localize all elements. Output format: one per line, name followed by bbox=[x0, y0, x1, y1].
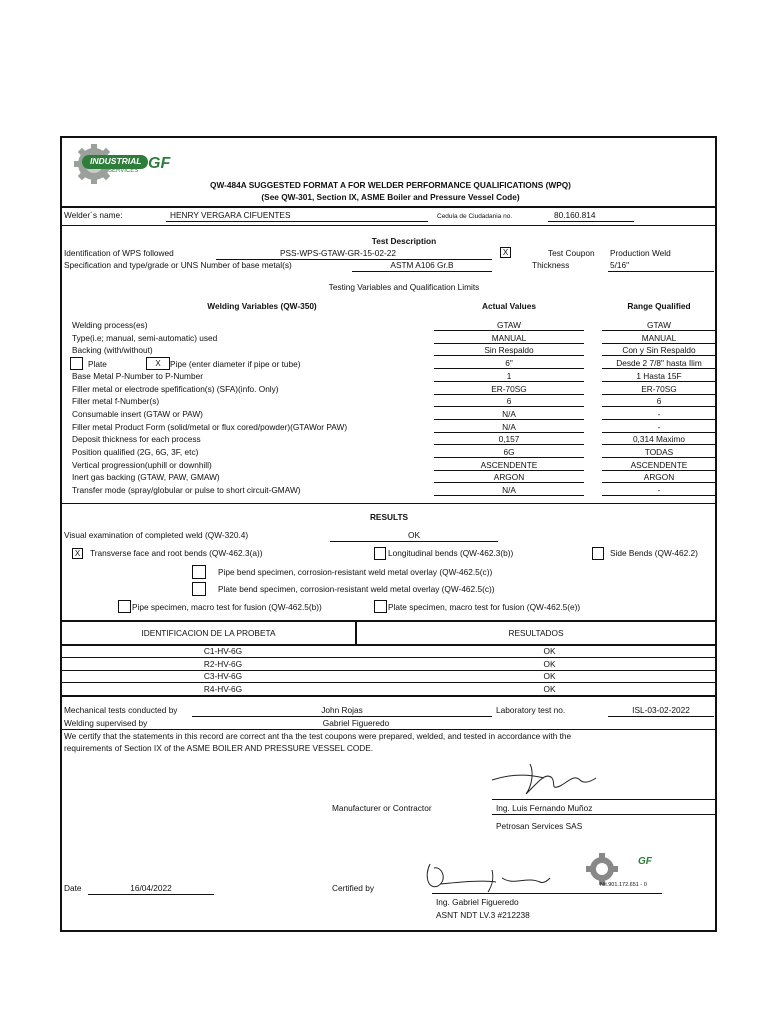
test-coupon-checkbox[interactable]: X bbox=[500, 247, 511, 258]
side-bends-label: Side Bends (QW-462.2) bbox=[610, 548, 698, 558]
stamp-gear-icon bbox=[584, 852, 624, 886]
mech-label: Mechanical tests conducted by bbox=[64, 705, 178, 715]
variable-label: Transfer mode (spray/globular or pulse to short circuit-GMAW) bbox=[72, 485, 301, 495]
plate-checkbox[interactable] bbox=[70, 357, 83, 370]
visual-label: Visual examination of completed weld (QW-320.4) bbox=[64, 530, 249, 540]
specimen-row-line bbox=[62, 657, 715, 658]
pipe-checkbox[interactable]: X bbox=[146, 357, 170, 370]
range-value: - bbox=[657, 485, 661, 495]
range-value: ER-70SG bbox=[641, 384, 677, 394]
value-underline bbox=[434, 394, 584, 395]
test-coupon-label: Test Coupon bbox=[548, 248, 595, 258]
actual-value: 6G bbox=[503, 447, 515, 457]
value-underline bbox=[602, 495, 716, 496]
welder-name: HENRY VERGARA CIFUENTES bbox=[170, 210, 291, 220]
actual-value: MANUAL bbox=[491, 333, 527, 343]
value-underline bbox=[434, 444, 584, 445]
range-value: 0,314 Maximo bbox=[632, 434, 686, 444]
spec-value: ASTM A106 Gr.B bbox=[390, 260, 454, 270]
specimen-id: C3-HV-6G bbox=[203, 671, 243, 681]
specimen-id: R4-HV-6G bbox=[203, 684, 243, 694]
value-underline bbox=[602, 343, 716, 344]
manufacturer-name: Ing. Luis Fernando Muñoz bbox=[496, 803, 593, 813]
range-value: TODAS bbox=[644, 447, 674, 457]
variable-label: Position qualified (2G, 6G, 3F, etc) bbox=[72, 447, 199, 457]
visual-value: OK bbox=[408, 530, 420, 540]
plate-bend-label: Plate bend specimen, corrosion-resistant weld metal overlay (QW-462.5(c)) bbox=[218, 584, 495, 594]
variable-label: Base Metal P-Number to P-Number bbox=[72, 371, 203, 381]
specimen-result: OK bbox=[543, 646, 556, 656]
value-underline bbox=[434, 368, 584, 369]
stamp-text: Nit.901.172.651 - 0 bbox=[600, 882, 647, 888]
variable-label: Filler metal or electrode spefification(s) (SFA)(info. Only) bbox=[72, 384, 279, 394]
pipe-bend-label: Pipe bend specimen, corrosion-resistant weld metal overlay (QW-462.5(c)) bbox=[218, 567, 493, 577]
wps-value: PSS-WPS-GTAW-GR-15-02-22 bbox=[279, 248, 397, 258]
variable-label: Type(i.e; manual, semi-automatic) used bbox=[72, 333, 218, 343]
form-title: QW-484A SUGGESTED FORMAT A FOR WELDER PERFORMANCE QUALIFICATIONS (WPQ) bbox=[210, 180, 571, 190]
range-value: MANUAL bbox=[641, 333, 677, 343]
actual-value: ER-70SG bbox=[491, 384, 527, 394]
value-underline bbox=[434, 432, 584, 433]
welder-id: 80.160.814 bbox=[554, 210, 596, 220]
actual-value: 6" bbox=[505, 358, 513, 368]
wps-label: Identification of WPS followed bbox=[64, 248, 174, 258]
range-value: ARGON bbox=[643, 472, 675, 482]
specimen-row-line bbox=[62, 682, 715, 683]
stamp-logo-mark: GF bbox=[638, 856, 652, 867]
certified-label: Certified by bbox=[332, 883, 374, 893]
value-underline bbox=[602, 419, 716, 420]
specimen-id: C1-HV-6G bbox=[203, 646, 243, 656]
value-underline bbox=[434, 355, 584, 356]
actual-value: ASCENDENTE bbox=[480, 460, 538, 470]
range-value: Con y Sin Respaldo bbox=[622, 345, 696, 355]
value-underline bbox=[602, 444, 716, 445]
range-value: Desde 2 7/8" hasta Ilim bbox=[616, 358, 702, 368]
actual-value: 0,157 bbox=[498, 434, 520, 444]
variable-label: Filler metal f-Number(s) bbox=[72, 396, 160, 406]
value-underline bbox=[602, 457, 716, 458]
lab-label: Laboratory test no. bbox=[496, 705, 566, 715]
variables-heading: Testing Variables and Qualification Limits bbox=[328, 282, 480, 292]
transverse-checkbox[interactable]: X bbox=[72, 548, 83, 559]
actual-value: 6 bbox=[506, 396, 512, 406]
col-variable: Welding Variables (QW-350) bbox=[207, 301, 317, 311]
value-underline bbox=[434, 343, 584, 344]
col-range: Range Qualified bbox=[627, 301, 691, 311]
specimen-id: R2-HV-6G bbox=[203, 659, 243, 669]
side-bends-checkbox[interactable] bbox=[592, 547, 604, 560]
statement-line1: We certify that the statements in this record are correct ant tha the test coupons were prepared, welded, and tested in accordance with the bbox=[64, 731, 572, 741]
actual-value: N/A bbox=[502, 485, 516, 495]
value-underline bbox=[602, 381, 716, 382]
manufacturer-signature bbox=[490, 760, 600, 798]
date-value: 16/04/2022 bbox=[130, 883, 172, 893]
date-label: Date bbox=[64, 883, 82, 893]
lab-value: ISL-03-02-2022 bbox=[632, 705, 690, 715]
pipe-macro-checkbox[interactable] bbox=[118, 600, 131, 613]
range-value: - bbox=[657, 409, 661, 419]
wpq-form bbox=[60, 136, 717, 932]
spec-label: Specification and type/grade or UNS Number of base metal(s) bbox=[64, 260, 292, 270]
specimen-result: OK bbox=[543, 671, 556, 681]
col-specimen-id: IDENTIFICACION DE LA PROBETA bbox=[141, 628, 276, 638]
value-underline bbox=[602, 368, 716, 369]
actual-value: N/A bbox=[502, 422, 516, 432]
range-value: GTAW bbox=[647, 320, 671, 330]
value-underline bbox=[434, 406, 584, 407]
mech-value: John Rojas bbox=[321, 705, 363, 715]
actual-value: ARGON bbox=[493, 472, 525, 482]
manufacturer-label: Manufacturer or Contractor bbox=[332, 803, 432, 813]
col-actual: Actual Values bbox=[482, 301, 536, 311]
statement-line2: requirements of Section IX of the ASME BOILER AND PRESSURE VESSEL CODE. bbox=[64, 743, 374, 753]
variable-label: Inert gas backing (GTAW, PAW, GMAW) bbox=[72, 472, 220, 482]
production-weld-label: Production Weld bbox=[610, 248, 671, 258]
range-value: 1 Hasta 15F bbox=[636, 371, 682, 381]
plate-bend-checkbox[interactable] bbox=[192, 582, 206, 596]
variable-label: Vertical progression(uphill or downhill) bbox=[72, 460, 212, 470]
specimen-result: OK bbox=[543, 684, 556, 694]
value-underline bbox=[602, 406, 716, 407]
welder-id-label: Cedula de Ciudadania no. bbox=[437, 213, 513, 220]
pipe-macro-label: Pipe specimen, macro test for fusion (QW-462.5(b)) bbox=[132, 602, 322, 612]
value-underline bbox=[434, 470, 584, 471]
plate-label: Plate bbox=[88, 359, 107, 369]
pipe-bend-checkbox[interactable] bbox=[192, 565, 206, 579]
results-heading: RESULTS bbox=[369, 512, 409, 522]
value-underline bbox=[602, 482, 716, 483]
value-underline bbox=[434, 419, 584, 420]
variable-label: Deposit thickness for each process bbox=[72, 434, 201, 444]
value-underline bbox=[602, 394, 716, 395]
welder-name-label: Welder´s name: bbox=[64, 210, 123, 220]
plate-macro-label: Plate specimen, macro test for fusion (QW-462.5(e)) bbox=[388, 602, 581, 612]
plate-macro-checkbox[interactable] bbox=[374, 600, 387, 613]
value-underline bbox=[602, 432, 716, 433]
certifier-signature bbox=[422, 856, 552, 898]
value-underline bbox=[434, 482, 584, 483]
thickness-label: Thickness bbox=[532, 260, 570, 270]
range-value: - bbox=[657, 422, 661, 432]
manufacturer-company: Petrosan Services SAS bbox=[496, 821, 583, 831]
range-value: 6 bbox=[656, 396, 662, 406]
value-underline bbox=[434, 330, 584, 331]
form-subtitle: (See QW-301, Section IX, ASME Boiler and Pressure Vessel Code) bbox=[261, 192, 520, 202]
supervised-label: Welding supervised by bbox=[64, 718, 148, 728]
value-underline bbox=[602, 330, 716, 331]
value-underline bbox=[434, 381, 584, 382]
actual-value: Sin Respaldo bbox=[484, 345, 534, 355]
col-specimen-result: RESULTADOS bbox=[508, 628, 564, 638]
variable-label: Welding process(es) bbox=[72, 320, 148, 330]
variable-label: Filler metal Product Form (solid/metal or flux cored/powder)(GTAWor PAW) bbox=[72, 422, 348, 432]
value-underline bbox=[602, 470, 716, 471]
value-underline bbox=[602, 355, 716, 356]
logo-mark: GF bbox=[148, 155, 171, 172]
value-underline bbox=[434, 457, 584, 458]
test-description-heading: Test Description bbox=[371, 236, 437, 246]
certifier-name: Ing. Gabriel Figueredo bbox=[436, 897, 519, 907]
thickness-value: 5/16" bbox=[610, 260, 630, 270]
variable-label: Backing (with/without) bbox=[72, 345, 153, 355]
logo-line1: INDUSTRIAL bbox=[90, 156, 142, 166]
supervised-value: Gabriel Figueredo bbox=[322, 718, 390, 728]
value-underline bbox=[434, 495, 584, 496]
longitudinal-checkbox[interactable] bbox=[374, 547, 386, 560]
range-value: ASCENDENTE bbox=[630, 460, 688, 470]
longitudinal-label: Longitudinal bends (QW-462.3(b)) bbox=[388, 548, 514, 558]
certifier-cert: ASNT NDT LV.3 #212238 bbox=[436, 910, 530, 920]
company-stamp bbox=[584, 852, 666, 892]
actual-value: GTAW bbox=[497, 320, 521, 330]
transverse-label: Transverse face and root bends (QW-462.3(a)) bbox=[90, 548, 263, 558]
actual-value: N/A bbox=[502, 409, 516, 419]
specimen-result: OK bbox=[543, 659, 556, 669]
pipe-label: Pipe (enter diameter if pipe or tube) bbox=[170, 359, 301, 369]
variable-label: Consumable insert (GTAW or PAW) bbox=[72, 409, 203, 419]
actual-value: 1 bbox=[506, 371, 512, 381]
logo-line2: SERVICES bbox=[108, 168, 139, 174]
